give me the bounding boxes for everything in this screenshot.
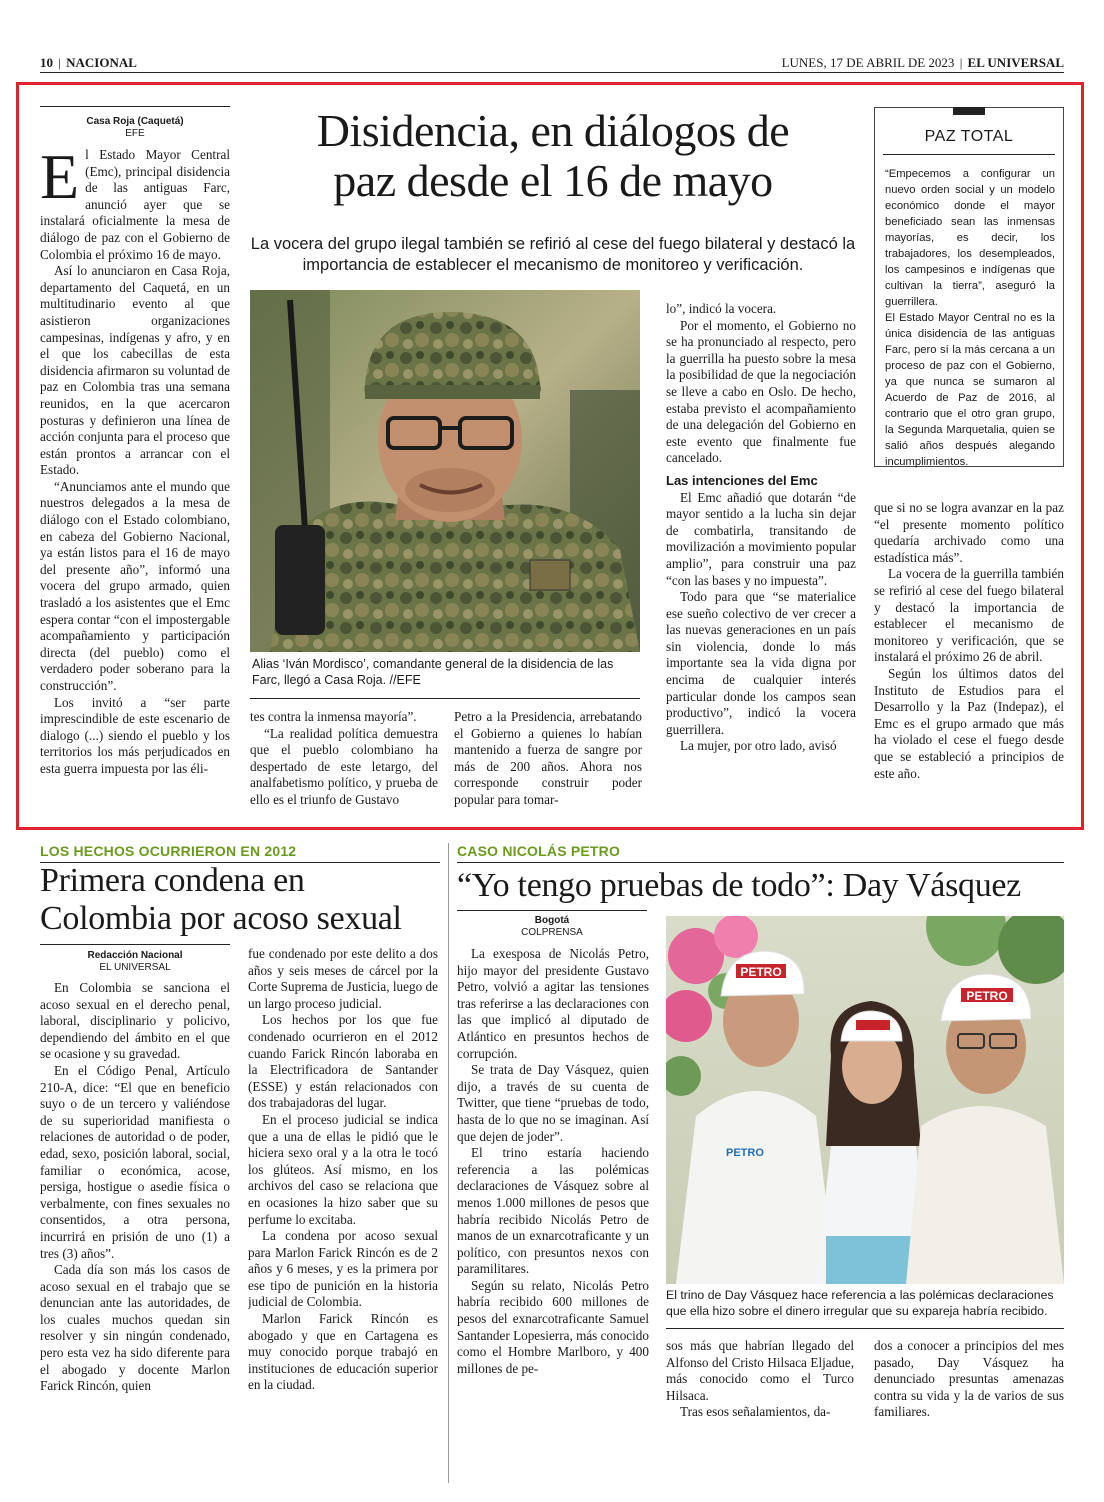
newspaper-name: EL UNIVERSAL <box>967 55 1064 70</box>
paragraph: Petro a la Presidencia, arrebatando el Gobierno a quienes lo habían mantenido a fuerza de sangre por más de 200 años. Ahora nos corresponde construir poder popular para tomar- <box>454 709 642 807</box>
cap-logo-2: PETRO <box>966 989 1008 1003</box>
main-column-4 <box>666 301 856 819</box>
right-column-3 <box>874 1338 1064 1480</box>
sidebar-title: PAZ TOTAL <box>924 128 1014 145</box>
right-column-2 <box>666 1338 854 1480</box>
petro-family-photo <box>666 916 1064 1284</box>
header-rule <box>40 72 1064 73</box>
right-photo-caption: El trino de Day Vásquez hace referencia a las polémicas declaraciones que ella hizo sobre el dinero irregular que su expareja habría recibido. <box>666 1288 1054 1318</box>
section-name: NACIONAL <box>66 55 137 70</box>
left-byline-rule <box>40 944 230 945</box>
soldier-photo-image <box>250 290 640 652</box>
paragraph: El trino estaría haciendo referencia a las polémicas declaraciones de Vásquez sobre al menos 1.000 millones de pesos que habría recibido Nicolás Petro de manos de un exnarcotraficante y un político, con presuntos nexos con paramilitares. <box>457 1145 649 1277</box>
sidebar-text <box>885 166 1055 470</box>
paragraph: fue condenado por este delito a dos años y seis meses de cárcel por la Corte Suprema de Justicia, luego de un largo proceso judicial. <box>248 946 438 1011</box>
paragraph: que si no se logra avanzar en la paz “el presente momento político quedaría archivado como una estadística más”. <box>874 500 1064 565</box>
byline-place: Casa Roja (Caquetá) <box>86 116 184 127</box>
left-kicker: LOS HECHOS OCURRIERON EN 2012 <box>40 843 297 859</box>
sidebar-quote: “Empecemos a configurar un nuevo orden social y un modelo económico donde el mayor beneficiado sean las inmensas mayorías, es decir, los trabajadores, los desempleados, los campesinos e indígenas que cultivan la tierra”, aseguró la guerrillera. <box>885 168 1055 308</box>
paragraph: En Colombia se sanciona el acoso sexual en el derecho penal, laboral, disciplinario y policivo, dependiendo del ámbito en el que se ocasione y su gravedad. <box>40 980 230 1062</box>
paragraph: tes contra la inmensa mayoría”. <box>250 709 417 724</box>
paragraph: Tras esos señalamientos, da- <box>680 1404 831 1420</box>
byline-agency: EFE <box>125 128 145 139</box>
left-column-2 <box>248 946 438 1480</box>
right-byline: Bogotá COLPRENSA <box>521 915 583 938</box>
left-column-1 <box>40 980 230 1480</box>
paragraph: Según su relato, Nicolás Petro habría recibido 600 millones de pesos del exnarcotraficante Samuel Santander Lopesierra, más conocido como el Hombre Marlboro, y 400 millones de pe- <box>457 1277 649 1376</box>
main-byline <box>40 116 230 140</box>
paragraph: sos más que habrían llegado del Alfonso del Cristo Hilsaca Eljadue, más conocido como el Turco Hilsaca. <box>666 1338 854 1403</box>
right-kicker-rule <box>457 862 1064 863</box>
mordisco-photo <box>250 290 640 652</box>
main-column-2 <box>250 709 438 819</box>
column-separator <box>448 843 449 1483</box>
paragraph: En el proceso judicial se indica que a una de ellas le pidió que le hiciera sexo oral y a la otra le tocó los glúteos. Así mismo, en los archivos del caso se relaciona que en ocasiones la hizo saber que su perfume lo excitaba. <box>248 1111 438 1227</box>
paragraph: Por el momento, el Gobierno no se ha pronunciado al respecto, pero la guerrilla ha puesto sobre la mesa la posibilidad de que la negociación se lleve a cabo en Oslo. De hecho, estaba previsto el acompañamiento de una delegación del Gobierno en este evento que finalmente fue cancelado. <box>666 317 856 466</box>
left-byline: Redacción Nacional EL UNIVERSAL <box>87 950 183 973</box>
page-number: 10 <box>40 55 53 70</box>
main-headline: Disidencia, en diálogos de paz desde el 16 de mayo <box>316 105 790 206</box>
right-byline-rule <box>457 910 647 911</box>
caption-rule <box>250 698 640 699</box>
drop-cap: E <box>40 147 80 212</box>
main-column-5 <box>874 500 1064 820</box>
main-column-3 <box>454 709 642 819</box>
right-caption-rule <box>666 1328 1064 1329</box>
paragraph: lo”, indicó la vocera. <box>666 301 777 316</box>
paragraph: La vocera de la guerrilla también se refirió al cese del fuego bilateral y destacó la importancia de establecer el mecanismo de monitoreo y verificación, que se instalará el próximo 26 de abril. <box>874 566 1064 665</box>
right-headline: “Yo tengo pruebas de todo”: Day Vásquez <box>457 867 1021 904</box>
issue-date: LUNES, 17 DE ABRIL DE 2023 <box>781 55 955 70</box>
main-column-1: El Estado Mayor Central (Emc), principal disidencia de las antiguas Farc, anunció ayer que se instalará oficialmente la mesa de diálogo de paz con el Gobierno de Colombia el próximo 16 de mayo. Así lo anunciaron en Casa Roja, departamento del Caquetá, en un multitudinario evento al que asistieron organizaciones campesinas, indígenas y afro, y en el que los cabecillas de esta disidencia afirmaron su voluntad de paz en Colombia tras una semana reunidos, en la que acercaron posturas y definieron una línea de acción conjunta para el proceso que están prontos a arrancar con el Estado. “Anunciamos ante el mundo que nuestros delegados a la mesa de diálogo con el Estado colombiano, en cabeza del Gobierno Nacional, ya están listos para el 16 de mayo del presente año”, informó una vocera del grupo armado, quien trasladó a los asistentes que el Emc espera contar “con el impostergable acompañamiento y participación directa (del pueblo) como el verdadero poder soberano para la construcción”. Los invitó a “ser parte imprescindible de este escenario de dialogo (...) siendo el pueblo y los territorios los más perjudicados en esta guerra impuesta por las éli- <box>40 147 230 776</box>
main-subtitle: La vocera del grupo ilegal también se refirió al cese del fuego bilateral y destacó la importancia de establecer el mecanismo de monitoreo y verificación. <box>250 235 856 274</box>
cap-logo-1: PETRO <box>740 965 782 979</box>
right-kicker: CASO NICOLÁS PETRO <box>457 843 621 859</box>
paragraph: La exesposa de Nicolás Petro, hijo mayor del presidente Gustavo Petro, volvió a agitar las tensiones tras referirse a las declaraciones con las que implicó al diputado de Atlántico en presuntos hechos de corrupción. <box>457 946 649 1061</box>
left-headline: Primera condena en Colombia por acoso sexual <box>40 862 402 937</box>
paragraph: Así lo anunciaron en Casa Roja, departamento del Caquetá, en un multitudinario evento al que asistieron organizaciones campesinas, indígenas y afro, y en el que los cabecillas de esta disidencia afirmaron su voluntad de paz en Colombia tras una semana reunidos, en la que acercaron posturas y definieron una línea de acción conjunta para el proceso que están prontos a arrancar con el Estado. <box>40 263 230 478</box>
subheading: Las intenciones del Emc <box>666 472 818 488</box>
paragraph: Cada día son más los casos de acoso sexual en el trabajo que se denuncian ante las autoridades, de los cuales muchos quedan sin resolver y sin ningún condenado, pero esta vez ha sido diferente para el abogado y docente Marlon Farick Rincón, quien <box>40 1262 230 1394</box>
paragraph: dos a conocer a principios del mes pasado, Day Vásquez ha denunciado presuntas amenazas contra su vida y la de varios de sus familiares. <box>874 1338 1064 1420</box>
paragraph: Se trata de Day Vásquez, quien dijo, a través de su cuenta de Twitter, que tiene “pruebas de todo, hasta de lo que no se imaginan. Así que dejen de joder”. <box>457 1062 649 1144</box>
paragraph: Los hechos por los que fue condenado ocurrieron en el 2012 cuando Farick Rincón laboraba en la Electrificadora de Santander (ESSE) y están relacionados con dos trabajadoras del lugar. <box>248 1012 438 1111</box>
right-column-1 <box>457 946 649 1482</box>
sidebar-tab <box>953 107 985 115</box>
main-photo-caption: Alias ‘Iván Mordisco’, comandante general de la disidencia de las Farc, llegó a Casa Roja. //EFE <box>252 657 614 687</box>
page-header: 10 | NACIONAL LUNES, 17 DE ABRIL DE 2023 | EL UNIVERSAL <box>40 55 1064 70</box>
byline-rule <box>40 106 230 107</box>
paragraph: “La realidad política demuestra que el pueblo colombiano ha despertado de este letargo, del analfabetismo político, y prueba de ello es el triunfo de Gustavo <box>250 725 438 807</box>
paragraph: Todo para que “se materialice ese sueño colectivo de ver crecer a las nuevas generaciones en un país sin violencia, donde lo más importante sea la vida digna por encima de cualquier interés particular donde los campos sean productivo”, indicó la vocera guerrillera. <box>666 589 856 737</box>
paragraph: La mujer, por otro lado, avisó <box>680 738 837 754</box>
sidebar-paragraph: El Estado Mayor Central no es la única disidencia de las antiguas Farc, pero sí la más cercana a un proceso de paz con el Gobierno, ya que nunca se sumaron al Acuerdo de Paz de 2016, al contrario que el otro gran grupo, la Segunda Marquetalia, quien se salió años después alegando incumplimientos. <box>885 312 1055 468</box>
paragraph: “Anunciamos ante el mundo que nuestros delegados a la mesa de diálogo con el Estado colombiano, en cabeza del Gobierno Nacional, ya están listos para el 16 de mayo del presente año”, informó una vocera del grupo armado, quien trasladó a los asistentes que el Emc espera contar “con el impostergable acompañamiento y participación directa (del pueblo) como el verdadero poder soberano para la construcción”. <box>40 478 230 693</box>
paragraph: La condena por acoso sexual para Marlon Farick Rincón es de 2 años y 6 meses, y es la primera por ese tipo de punición en la historia judicial de Colombia. <box>248 1228 438 1310</box>
paragraph: Los invitó a “ser parte imprescindible de este escenario de dialogo (...) siendo el pueblo y los territorios los más perjudicados en esta guerra impuesta por las éli- <box>40 694 230 776</box>
paragraph: El Emc añadió que dotarán “de mayor sentido a la lucha sin dejar de combatirla, transitando de movilización a movimiento popular amplio”, para construir una paz “con las bases y no impuesta”. <box>666 489 856 588</box>
paragraph: En el Código Penal, Artículo 210-A, dice: “El que en beneficio suyo o de un tercero y valiéndose de su superioridad manifiesta o relaciones de autoridad o de poder, edad, sexo, posición laboral, social, familiar o económica, acose, persiga, hostigue o asedie física o verbalmente, con fines sexuales no consentidos, a otra persona, incurrirá en prisión de uno (1) a tres (3) años”. <box>40 1062 230 1261</box>
group-photo-image <box>666 916 1064 1284</box>
shirt-logo: PETRO <box>726 1147 764 1159</box>
paragraph: Según los últimos datos del Instituto de Estudios para el Desarrollo y la Paz (Indepaz), el Emc es el grupo armado que más ha violado el cese el fuego desde que se estableció a principios de este año. <box>874 665 1064 781</box>
paz-total-sidebar <box>874 107 1064 467</box>
sidebar-rule <box>883 154 1055 155</box>
paragraph: Marlon Farick Rincón es abogado y que en Cartagena es muy conocido porque trabajó en instituciones de educación superior en la ciudad. <box>248 1311 438 1393</box>
